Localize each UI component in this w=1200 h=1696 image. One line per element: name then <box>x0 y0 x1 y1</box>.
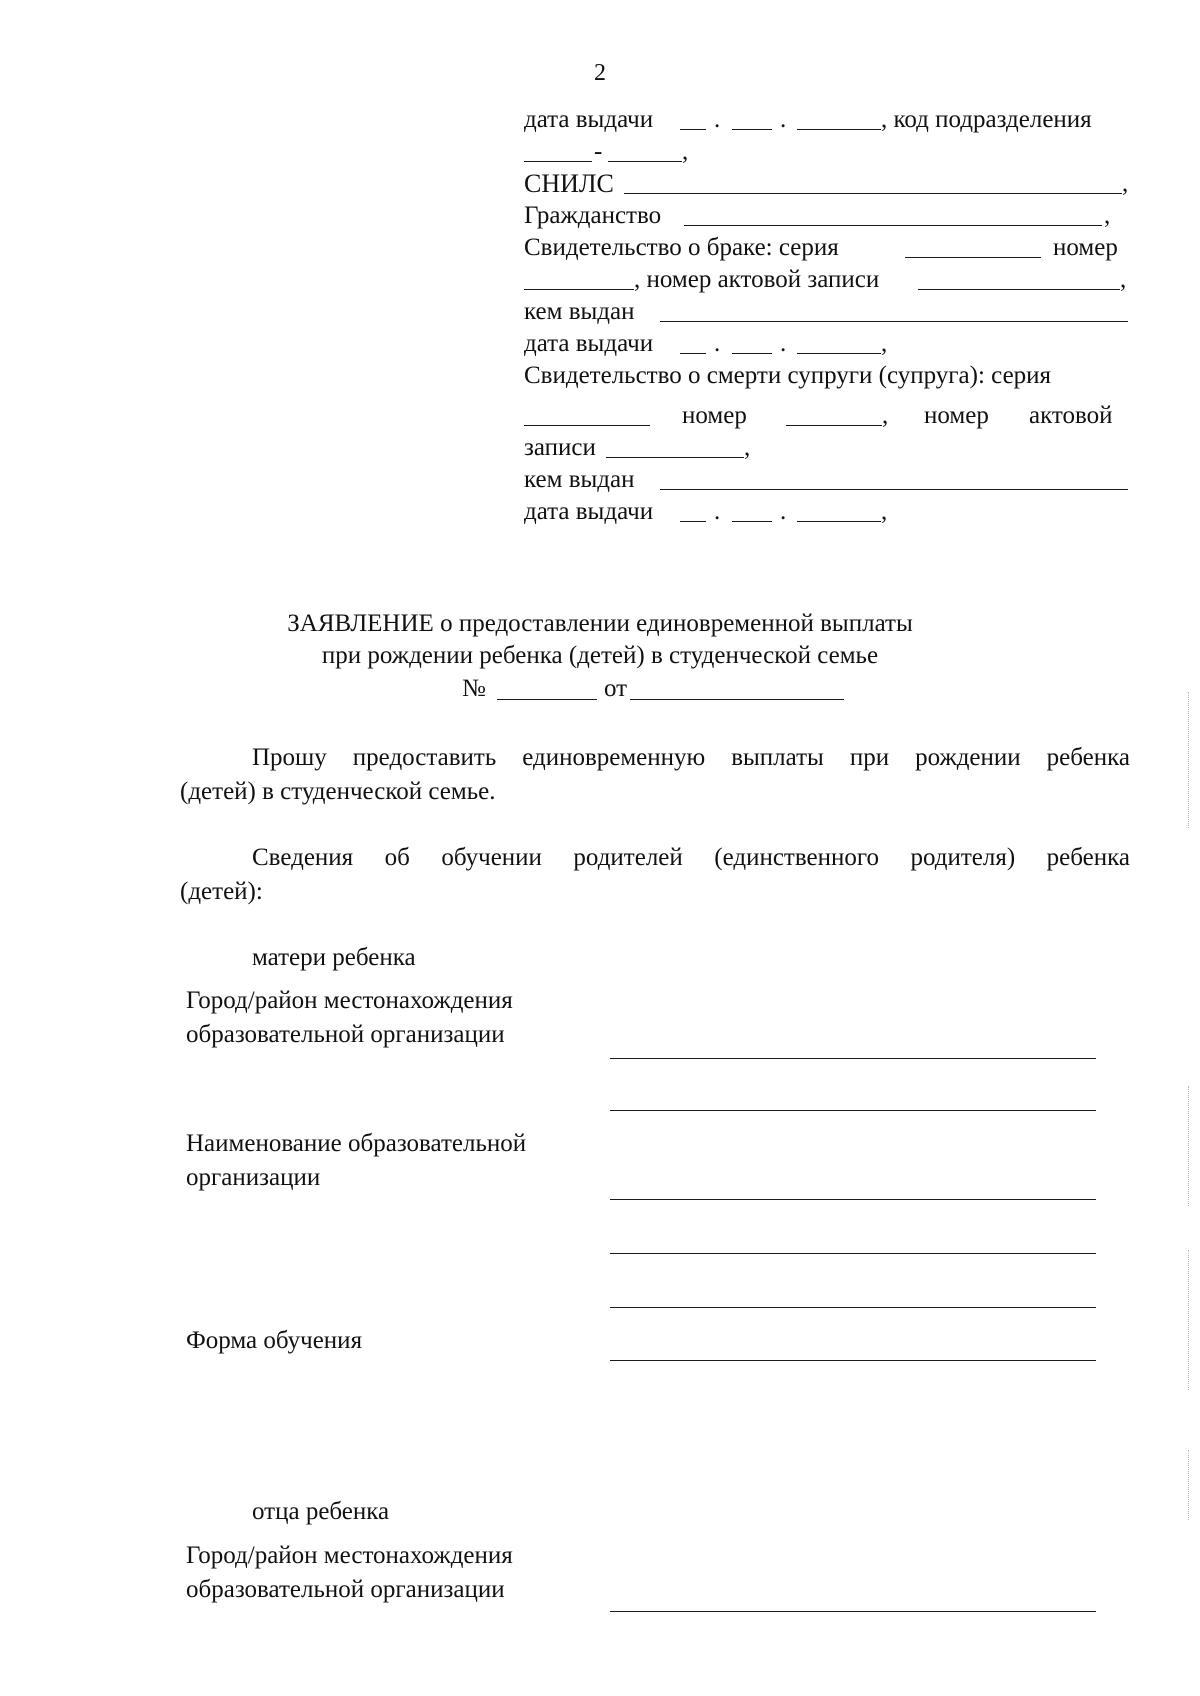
marriage-cert-number-label: номер <box>1053 234 1118 261</box>
issue-date-label-3: дата выдачи <box>524 498 654 525</box>
snils-field[interactable] <box>624 193 1122 194</box>
scan-artifact-3 <box>1188 1250 1190 1390</box>
death-act-record-label: номер <box>924 402 989 429</box>
dot-2a: . <box>714 330 721 357</box>
dot-1a: . <box>714 106 721 133</box>
comma-11: , <box>744 434 751 461</box>
marriage-act-record-field[interactable] <box>918 289 1120 290</box>
comma-13: , <box>881 498 888 525</box>
from-label: от <box>604 675 628 702</box>
application-date-field[interactable] <box>630 699 844 700</box>
death-cert-number-label: номер <box>682 402 747 429</box>
application-title-line-1: ЗАЯВЛЕНИЕ о предоставлении единовременной выплаты <box>287 610 913 637</box>
father-heading: отца ребенка <box>252 1498 390 1525</box>
mother-org-name-field-2[interactable] <box>610 1253 1096 1254</box>
issue-date-label-2: дата выдачи <box>524 330 654 357</box>
comma-3: , <box>1122 170 1129 197</box>
scan-artifact-2 <box>1188 1086 1190 1206</box>
issue-month-field-2[interactable] <box>732 353 772 354</box>
request-paragraph-line-2: (детей) в студенческой семье. <box>180 778 496 805</box>
marriage-act-record-label: , номер актовой записи <box>634 266 880 293</box>
request-paragraph-line-1: Прошу предоставить единовременную выплаты при рождении ребенка <box>252 744 1130 771</box>
issue-month-field-3[interactable] <box>732 521 772 522</box>
father-city-field-1[interactable] <box>610 1611 1096 1612</box>
issue-day-field-1[interactable] <box>680 129 706 130</box>
marriage-cert-series-field[interactable] <box>905 257 1041 258</box>
snils-label: СНИЛС <box>524 169 614 198</box>
death-issued-by-field[interactable] <box>660 489 1128 490</box>
mother-city-field-2[interactable] <box>610 1110 1096 1111</box>
mother-city-field-1[interactable] <box>610 1058 1096 1059</box>
death-issued-by-label: кем выдан <box>524 466 635 493</box>
father-city-label-line-2: образовательной организации <box>186 1576 505 1603</box>
death-cert-series-field[interactable] <box>524 425 650 426</box>
division-code-dash: - <box>594 138 603 165</box>
marriage-cert-number-field[interactable] <box>524 289 634 290</box>
comma-10: , <box>882 402 889 429</box>
mother-org-name-field-1[interactable] <box>610 1199 1096 1200</box>
issue-year-field-1[interactable] <box>797 129 881 130</box>
comma-8: , <box>881 330 888 357</box>
division-code-field-a[interactable] <box>524 161 592 162</box>
comma-2: , <box>682 138 689 165</box>
father-city-label-line-1: Город/район местонахождения <box>186 1542 513 1569</box>
scan-artifact-1 <box>1188 692 1190 828</box>
issue-month-field-1[interactable] <box>732 129 772 130</box>
citizenship-field[interactable] <box>684 225 1102 226</box>
issue-year-field-2[interactable] <box>797 353 881 354</box>
page-number: 2 <box>594 60 606 86</box>
issue-date-label-1: дата выдачи <box>524 106 654 133</box>
application-title-line-2: при рождении ребенка (детей) в студенческой семье <box>321 642 879 669</box>
death-act-word: актовой <box>1029 402 1113 429</box>
mother-org-name-label-line-1: Наименование образовательной <box>186 1130 527 1157</box>
mother-city-label-line-2: образовательной организации <box>186 1021 505 1048</box>
number-sign: № <box>462 675 486 702</box>
death-record-word: записи <box>524 434 596 461</box>
death-act-record-field[interactable] <box>606 457 744 458</box>
issue-day-field-3[interactable] <box>680 521 706 522</box>
dot-3b: . <box>780 498 787 525</box>
application-number-field[interactable] <box>497 699 597 700</box>
issue-day-field-2[interactable] <box>680 353 706 354</box>
issue-year-field-3[interactable] <box>797 521 881 522</box>
comma-4: , <box>1104 202 1111 229</box>
citizenship-label: Гражданство <box>524 202 662 229</box>
mother-study-form-field[interactable] <box>610 1360 1096 1361</box>
dot-2b: . <box>780 330 787 357</box>
death-cert-number-field[interactable] <box>786 425 882 426</box>
death-cert-label: Свидетельство о смерти супруги (супруга): серия <box>524 362 1052 389</box>
comma-6: , <box>1120 266 1127 293</box>
info-paragraph-line-2: (детей): <box>180 878 263 905</box>
dot-1b: . <box>780 106 787 133</box>
division-code-field-b[interactable] <box>608 161 682 162</box>
marriage-cert-label: Свидетельство о браке: серия <box>524 234 839 261</box>
marriage-issued-by-field[interactable] <box>660 321 1128 322</box>
marriage-issued-by-label: кем выдан <box>524 298 635 325</box>
mother-city-label-line-1: Город/район местонахождения <box>186 987 513 1014</box>
mother-heading: матери ребенка <box>252 944 416 971</box>
mother-org-name-field-3[interactable] <box>610 1307 1096 1308</box>
dot-3a: . <box>714 498 721 525</box>
mother-study-form-label: Форма обучения <box>186 1327 363 1354</box>
scan-artifact-4 <box>1188 1450 1190 1520</box>
division-code-label: , код подразделения <box>881 106 1092 133</box>
info-paragraph-line-1: Сведения об обучении родителей (единственного родителя) ребенка <box>252 844 1130 871</box>
mother-org-name-label-line-2: организации <box>186 1164 321 1191</box>
